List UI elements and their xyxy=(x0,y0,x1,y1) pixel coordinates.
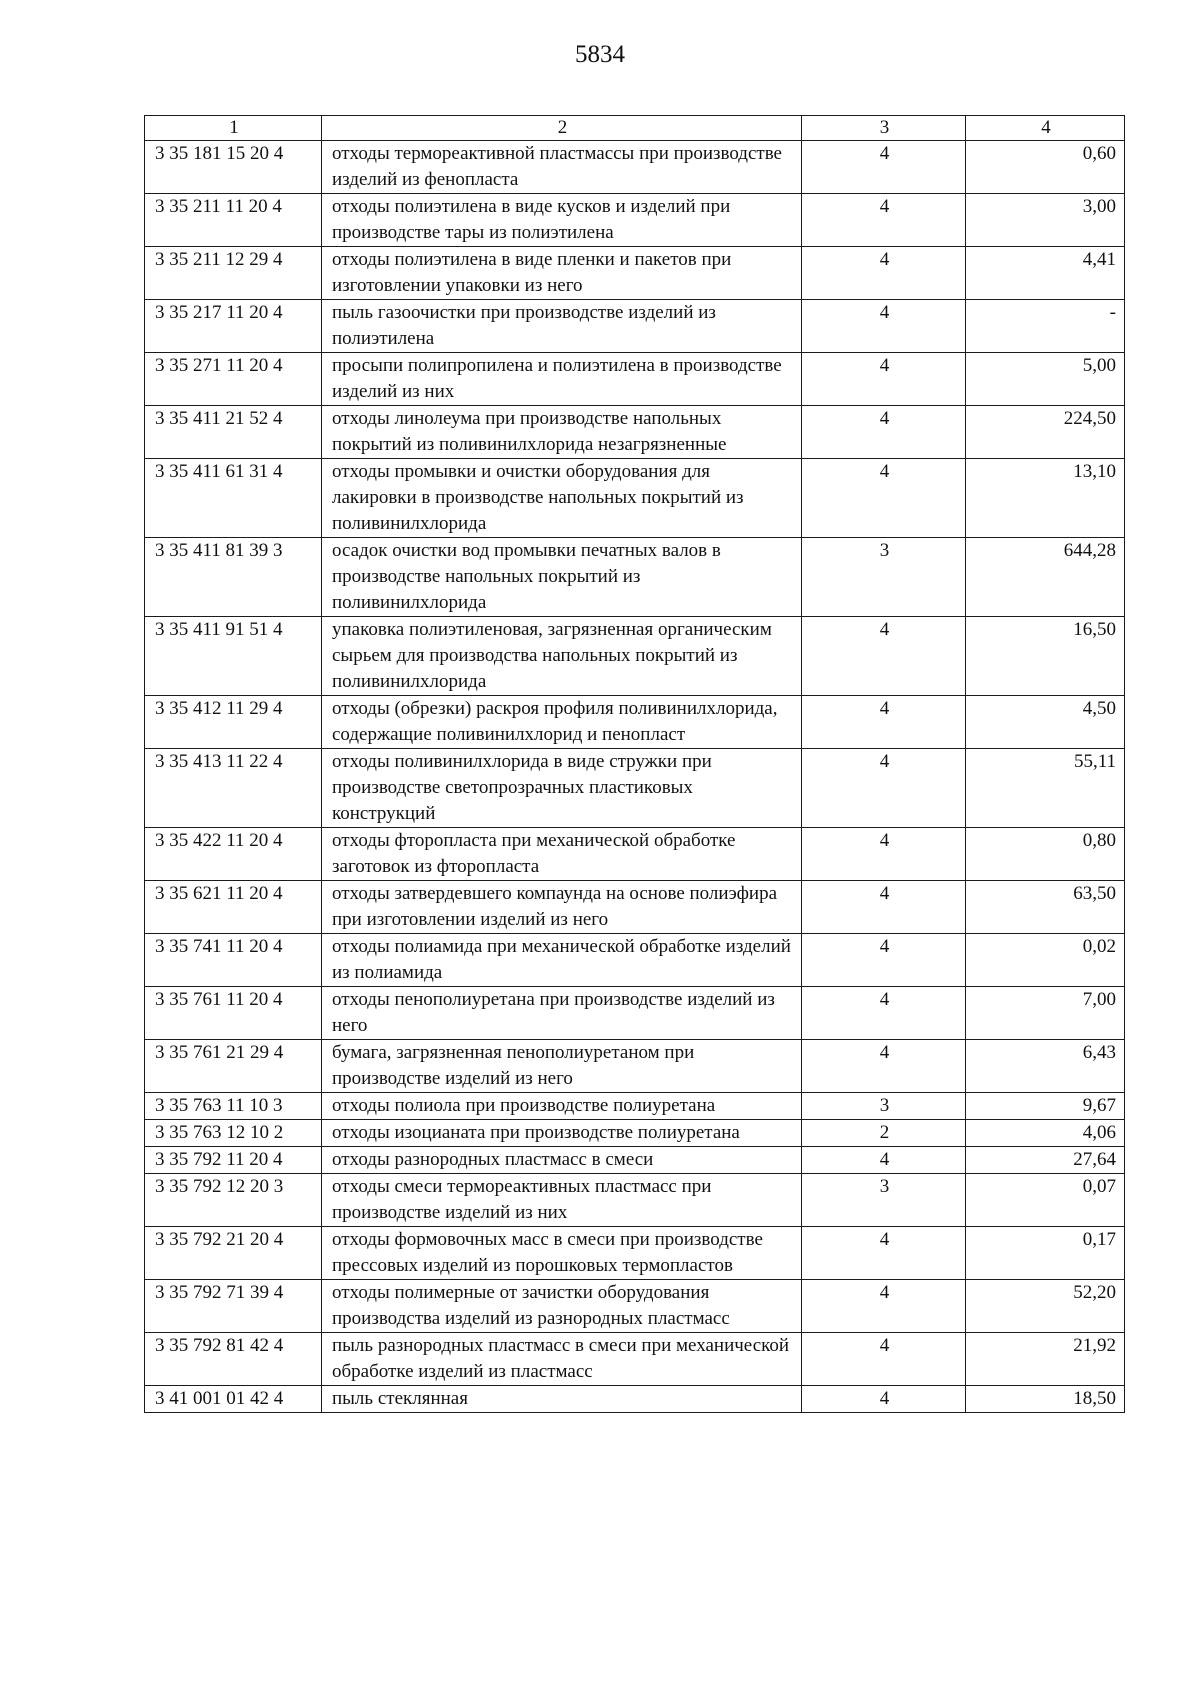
waste-code: 3 35 763 12 10 2 xyxy=(145,1120,322,1147)
table-row xyxy=(145,1280,1125,1333)
waste-name: осадок очистки вод промывки печатных валов в производстве напольных покрытий из поливинилхлорида xyxy=(322,538,802,617)
amount-value: 224,50 xyxy=(966,406,1125,459)
amount-value: 6,43 xyxy=(966,1040,1125,1093)
hazard-class: 3 xyxy=(802,538,966,617)
page-number: 5834 xyxy=(575,41,625,68)
amount-value: 3,00 xyxy=(966,194,1125,247)
table-row xyxy=(145,538,1125,617)
waste-code: 3 35 792 21 20 4 xyxy=(145,1227,322,1280)
hazard-class: 4 xyxy=(802,141,966,194)
waste-code: 3 35 422 11 20 4 xyxy=(145,828,322,881)
waste-name: отходы промывки и очистки оборудования для лакировки в производстве напольных покрытий из поливинилхлорида xyxy=(322,459,802,538)
hazard-class: 4 xyxy=(802,247,966,300)
waste-code: 3 35 271 11 20 4 xyxy=(145,353,322,406)
amount-value: 4,41 xyxy=(966,247,1125,300)
table-row xyxy=(145,406,1125,459)
waste-name: отходы полиамида при механической обработке изделий из полиамида xyxy=(322,934,802,987)
hazard-class: 4 xyxy=(802,1333,966,1386)
waste-code: 3 35 792 12 20 3 xyxy=(145,1174,322,1227)
waste-code: 3 35 217 11 20 4 xyxy=(145,300,322,353)
table-row xyxy=(145,1174,1125,1227)
hazard-class: 4 xyxy=(802,749,966,828)
hazard-class: 4 xyxy=(802,406,966,459)
hazard-class: 4 xyxy=(802,1386,966,1413)
hazard-class: 4 xyxy=(802,1227,966,1280)
waste-code: 3 35 181 15 20 4 xyxy=(145,141,322,194)
amount-value: 0,02 xyxy=(966,934,1125,987)
column-header-4: 4 xyxy=(966,116,1125,141)
waste-code: 3 35 792 81 42 4 xyxy=(145,1333,322,1386)
hazard-class: 4 xyxy=(802,1147,966,1174)
amount-value: 0,60 xyxy=(966,141,1125,194)
waste-code: 3 35 763 11 10 3 xyxy=(145,1093,322,1120)
table-row xyxy=(145,141,1125,194)
amount-value: 18,50 xyxy=(966,1386,1125,1413)
waste-name: просыпи полипропилена и полиэтилена в производстве изделий из них xyxy=(322,353,802,406)
waste-name: отходы полимерные от зачистки оборудования производства изделий из разнородных пластмасс xyxy=(322,1280,802,1333)
waste-code: 3 35 411 21 52 4 xyxy=(145,406,322,459)
hazard-class: 4 xyxy=(802,300,966,353)
table-row xyxy=(145,194,1125,247)
table-row xyxy=(145,1040,1125,1093)
waste-code: 3 35 792 11 20 4 xyxy=(145,1147,322,1174)
hazard-class: 3 xyxy=(802,1174,966,1227)
hazard-class: 4 xyxy=(802,1040,966,1093)
hazard-class: 4 xyxy=(802,696,966,749)
table-row xyxy=(145,459,1125,538)
waste-name: отходы полиэтилена в виде пленки и пакетов при изготовлении упаковки из него xyxy=(322,247,802,300)
waste-code: 3 35 412 11 29 4 xyxy=(145,696,322,749)
table-row xyxy=(145,828,1125,881)
waste-name: бумага, загрязненная пенополиуретаном при производстве изделий из него xyxy=(322,1040,802,1093)
amount-value: 0,17 xyxy=(966,1227,1125,1280)
table-row xyxy=(145,1093,1125,1120)
waste-name: отходы линолеума при производстве напольных покрытий из поливинилхлорида незагрязненные xyxy=(322,406,802,459)
waste-code: 3 41 001 01 42 4 xyxy=(145,1386,322,1413)
table-row xyxy=(145,749,1125,828)
waste-name: отходы полиэтилена в виде кусков и изделий при производстве тары из полиэтилена xyxy=(322,194,802,247)
waste-name: отходы (обрезки) раскроя профиля поливинилхлорида, содержащие поливинилхлорид и пенопласт xyxy=(322,696,802,749)
waste-code: 3 35 413 11 22 4 xyxy=(145,749,322,828)
table-row xyxy=(145,617,1125,696)
waste-code: 3 35 621 11 20 4 xyxy=(145,881,322,934)
column-header-3: 3 xyxy=(802,116,966,141)
waste-code: 3 35 211 12 29 4 xyxy=(145,247,322,300)
hazard-class: 4 xyxy=(802,459,966,538)
waste-name: пыль газоочистки при производстве изделий из полиэтилена xyxy=(322,300,802,353)
hazard-class: 4 xyxy=(802,828,966,881)
table-row xyxy=(145,353,1125,406)
amount-value: 13,10 xyxy=(966,459,1125,538)
hazard-class: 3 xyxy=(802,1093,966,1120)
table-row xyxy=(145,1333,1125,1386)
hazard-class: 4 xyxy=(802,881,966,934)
hazard-class: 4 xyxy=(802,617,966,696)
amount-value: 644,28 xyxy=(966,538,1125,617)
amount-value: 55,11 xyxy=(966,749,1125,828)
waste-name: отходы затвердевшего компаунда на основе полиэфира при изготовлении изделий из него xyxy=(322,881,802,934)
waste-name: отходы фторопласта при механической обработке заготовок из фторопласта xyxy=(322,828,802,881)
waste-code: 3 35 411 91 51 4 xyxy=(145,617,322,696)
table-row xyxy=(145,247,1125,300)
waste-code: 3 35 792 71 39 4 xyxy=(145,1280,322,1333)
waste-name: отходы формовочных масс в смеси при производстве прессовых изделий из порошковых термопластов xyxy=(322,1227,802,1280)
amount-value: 4,06 xyxy=(966,1120,1125,1147)
column-header-1: 1 xyxy=(145,116,322,141)
waste-name: отходы разнородных пластмасс в смеси xyxy=(322,1147,802,1174)
amount-value: 52,20 xyxy=(966,1280,1125,1333)
waste-code: 3 35 211 11 20 4 xyxy=(145,194,322,247)
waste-name: пыль разнородных пластмасс в смеси при механической обработке изделий из пластмасс xyxy=(322,1333,802,1386)
amount-value: 0,80 xyxy=(966,828,1125,881)
amount-value: 27,64 xyxy=(966,1147,1125,1174)
table-body xyxy=(145,141,1125,1413)
table-row xyxy=(145,934,1125,987)
waste-name: отходы изоцианата при производстве полиуретана xyxy=(322,1120,802,1147)
hazard-class: 4 xyxy=(802,353,966,406)
waste-name: отходы термореактивной пластмассы при производстве изделий из фенопласта xyxy=(322,141,802,194)
amount-value: 16,50 xyxy=(966,617,1125,696)
waste-name: отходы полиола при производстве полиуретана xyxy=(322,1093,802,1120)
waste-code: 3 35 741 11 20 4 xyxy=(145,934,322,987)
table-header-row xyxy=(145,116,1125,141)
hazard-class: 2 xyxy=(802,1120,966,1147)
table-row xyxy=(145,1147,1125,1174)
waste-code: 3 35 761 21 29 4 xyxy=(145,1040,322,1093)
column-header-2: 2 xyxy=(322,116,802,141)
hazard-class: 4 xyxy=(802,194,966,247)
amount-value: 5,00 xyxy=(966,353,1125,406)
amount-value: 9,67 xyxy=(966,1093,1125,1120)
hazard-class: 4 xyxy=(802,987,966,1040)
waste-name: отходы пенополиуретана при производстве изделий из него xyxy=(322,987,802,1040)
hazard-class: 4 xyxy=(802,1280,966,1333)
waste-code: 3 35 411 81 39 3 xyxy=(145,538,322,617)
amount-value: 21,92 xyxy=(966,1333,1125,1386)
amount-value: 63,50 xyxy=(966,881,1125,934)
waste-name: упаковка полиэтиленовая, загрязненная органическим сырьем для производства напольных покрытий из поливинилхлорида xyxy=(322,617,802,696)
amount-value: 0,07 xyxy=(966,1174,1125,1227)
table-row xyxy=(145,1386,1125,1413)
waste-name: отходы поливинилхлорида в виде стружки при производстве светопрозрачных пластиковых конструкций xyxy=(322,749,802,828)
table-row xyxy=(145,987,1125,1040)
table-row xyxy=(145,881,1125,934)
amount-value: 7,00 xyxy=(966,987,1125,1040)
waste-name: отходы смеси термореактивных пластмасс при производстве изделий из них xyxy=(322,1174,802,1227)
waste-name: пыль стеклянная xyxy=(322,1386,802,1413)
waste-table xyxy=(144,115,1125,1413)
waste-code: 3 35 411 61 31 4 xyxy=(145,459,322,538)
waste-code: 3 35 761 11 20 4 xyxy=(145,987,322,1040)
table-row xyxy=(145,1227,1125,1280)
amount-value: - xyxy=(966,300,1125,353)
table-row xyxy=(145,696,1125,749)
table-row xyxy=(145,300,1125,353)
amount-value: 4,50 xyxy=(966,696,1125,749)
table-row xyxy=(145,1120,1125,1147)
hazard-class: 4 xyxy=(802,934,966,987)
